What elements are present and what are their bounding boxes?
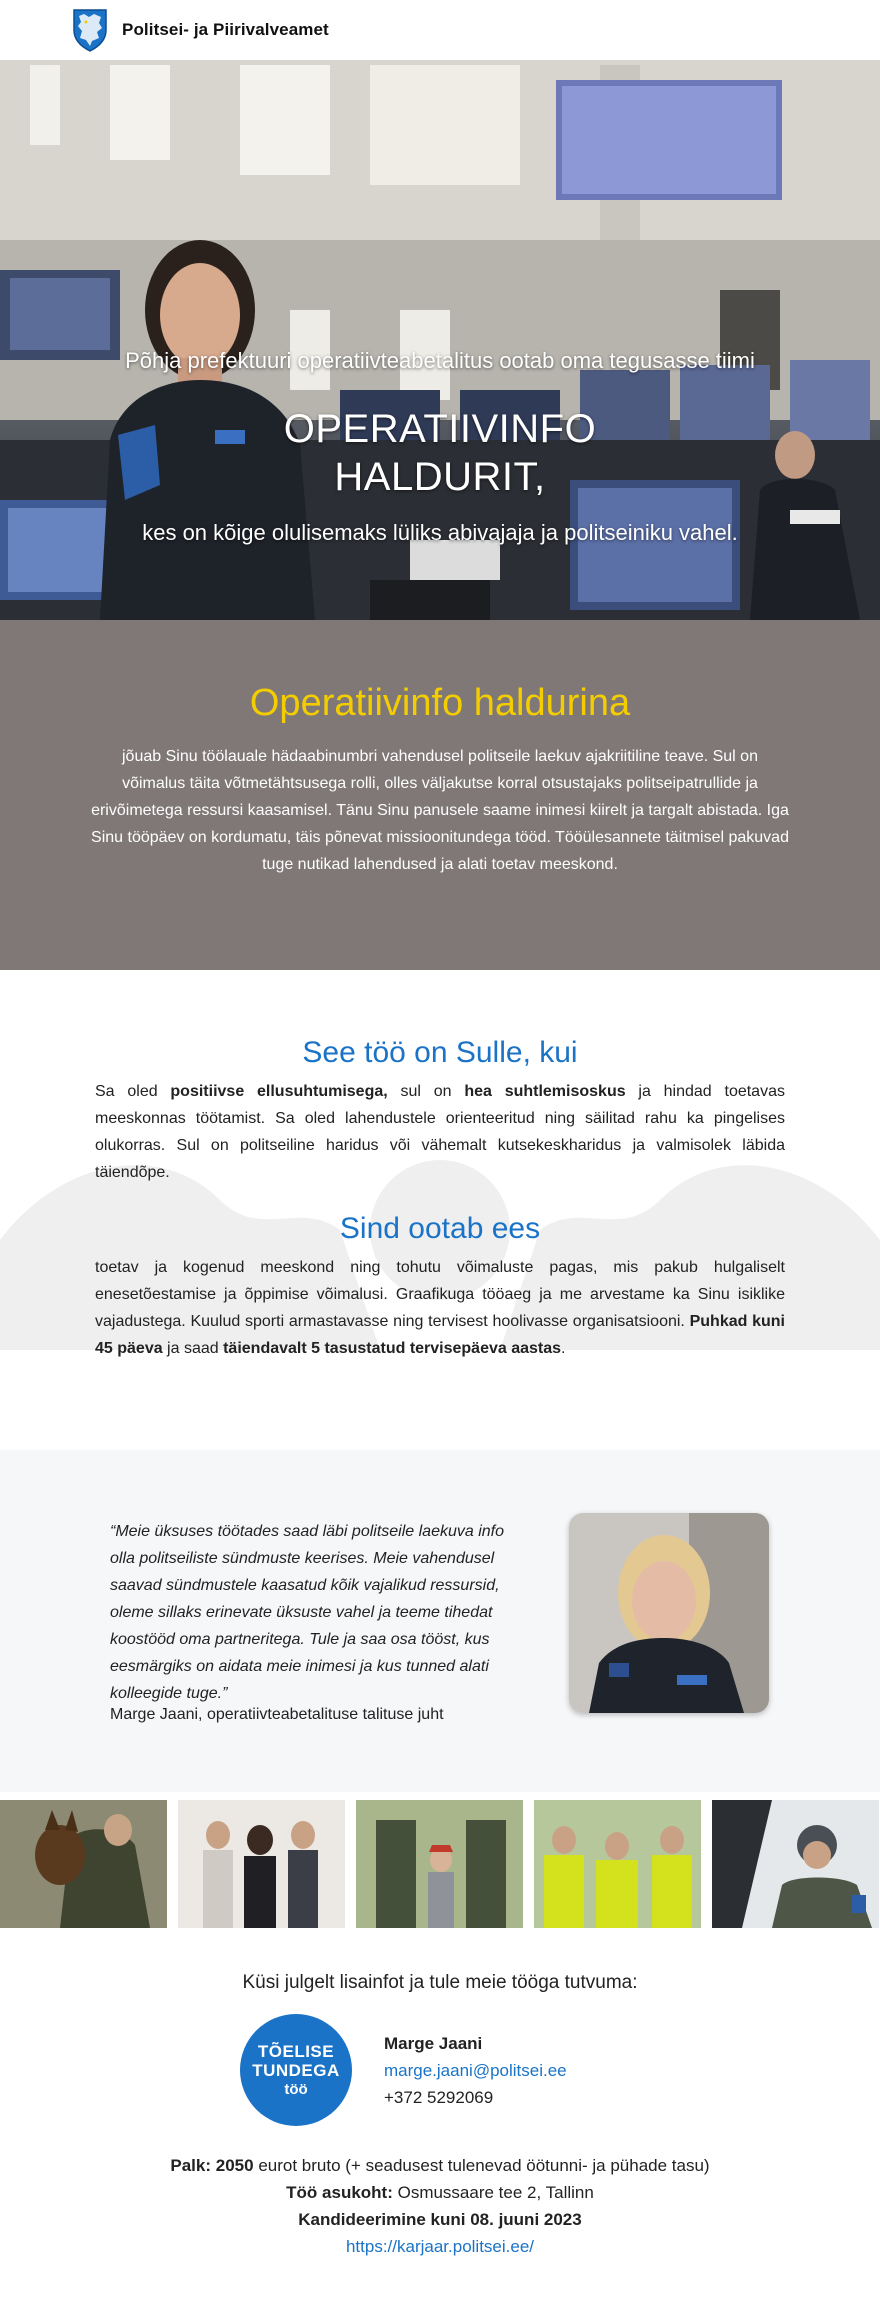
hero-tagline: kes on kõige olulisemaks lüliks abivajaja ja politseiniku vahel. [142, 520, 738, 545]
career-site-link[interactable]: https://karjaar.politsei.ee/ [345, 2237, 535, 2256]
intro-heading: Operatiivinfo haldurina [249, 682, 631, 724]
salary-line: Palk: 2050 eurot bruto (+ seadusest tulenevad öötunni- ja pühade tasu) [170, 2156, 710, 2175]
quote-author: Marge Jaani, operatiivteabetalituse talituse juht [110, 1706, 444, 1723]
quote-text: “Meie üksuses töötades saad läbi politseile laekuva info olla politseiliste sündmuste keerises. Meie vahendusel saavad sündmustele kaasatud kõik vajalikud ressursid, oleme sillaks erinevate üksuste vahel ja teeme tihedat koostööd oma partneritega. Tule ja saa osa tööst, kus eesmärgiks on aidata meie inimesi ja kus tunned alati kolleegide tuge.” [110, 1523, 505, 1702]
campaign-badge [240, 2014, 352, 2126]
contact-name: Marge Jaani [384, 2033, 483, 2053]
brand-name[interactable]: Politsei- ja Piirivalveamet [122, 20, 329, 39]
contact-prompt: Küsi julgelt lisainfot ja tule meie tööga tutvuma: [242, 1972, 638, 1993]
intro-section [0, 620, 880, 970]
photo-patrol-officers [534, 1800, 701, 1928]
fit-heading: See töö on Sulle, kui [302, 1036, 578, 1069]
badge-line3: töö [284, 2080, 308, 2098]
job-facts [0, 2152, 880, 2260]
photo-helicopter-pilot [712, 1800, 879, 1928]
fit-body: Sa oled positiivse ellusuhtumisega, sul on hea suhtlemisoskus ja hindad toetavas meeskonnas töötamist. Sa oled lahendustele orienteeritud ning säilitad rahu ka pingelises olukorras. Sul on politseiline haridus või vähemalt kutsekeskharidus ja valmisolek läbida täiendõpe. [95, 1083, 785, 1181]
contact-person [384, 2030, 567, 2111]
photo-staff-group [178, 1800, 345, 1928]
ppa-lion-shield-icon[interactable] [72, 8, 108, 52]
hero-subtitle: Põhja prefektuuri operatiivteabetalitus ootab oma tegusasse tiimi [125, 348, 755, 373]
deadline-line: Kandideerimine kuni 08. juuni 2023 [298, 2210, 582, 2229]
quote-portrait-photo [569, 1513, 769, 1713]
contact-phone[interactable]: +372 5292069 [384, 2087, 494, 2107]
hero-banner [0, 60, 880, 620]
offer-heading: Sind ootab ees [339, 1212, 541, 1245]
hero-title-line2: HALDURIT, [334, 455, 546, 499]
photo-officers-with-child [356, 1800, 523, 1928]
site-header [0, 0, 880, 60]
contact-card [240, 2014, 880, 2126]
hero-title [0, 405, 880, 501]
intro-body: jõuab Sinu töölauale hädaabinumbri vahendusel politseile laekuv ajakriitiline teave. Sul on võimalus täita võtmetähtsusega rolli, olles väljakutse korral otsustajaks politseipatrullide ja erivõimetega ressursi kaasamisel. Tänu Sinu panusele saame inimesi kiirelt ja targalt abistada. Iga Sinu tööpäev on kordumatu, täis põnevat missioonitundega tööd. Tööülesannete täitmisel pakuvad tuge nutikad lahendused ja alati toetav meeskond. [91, 748, 789, 873]
offer-body: toetav ja kogenud meeskond ning tohutu võimaluste pagas, mis pakub hulgaliselt enesetõestamise ja õppimise võimalusi. Graafikuga tööaeg ja me arvestame ka Sinu isiklike vajadustega. Kuulud sporti armastavasse ning tervisest hoolivasse organisatsiooni. Puhkad kuni 45 päeva ja saad täiendavalt 5 tasustatud tervisepäeva aastas. [95, 1259, 786, 1357]
quote-section [0, 1450, 880, 1792]
requirements-section [0, 970, 880, 1450]
photo-dog-handler [0, 1800, 167, 1928]
contact-email-link[interactable]: marge.jaani@politsei.ee [384, 2060, 567, 2080]
hero-title-line1: OPERATIIVINFO [283, 407, 597, 451]
location-line: Töö asukoht: Osmussaare tee 2, Tallinn [286, 2183, 594, 2202]
badge-line2: TUNDEGA [252, 2060, 340, 2080]
contact-section [0, 1928, 880, 2260]
photo-strip [0, 1800, 880, 1928]
badge-line1: TÕELISE [257, 2041, 335, 2061]
